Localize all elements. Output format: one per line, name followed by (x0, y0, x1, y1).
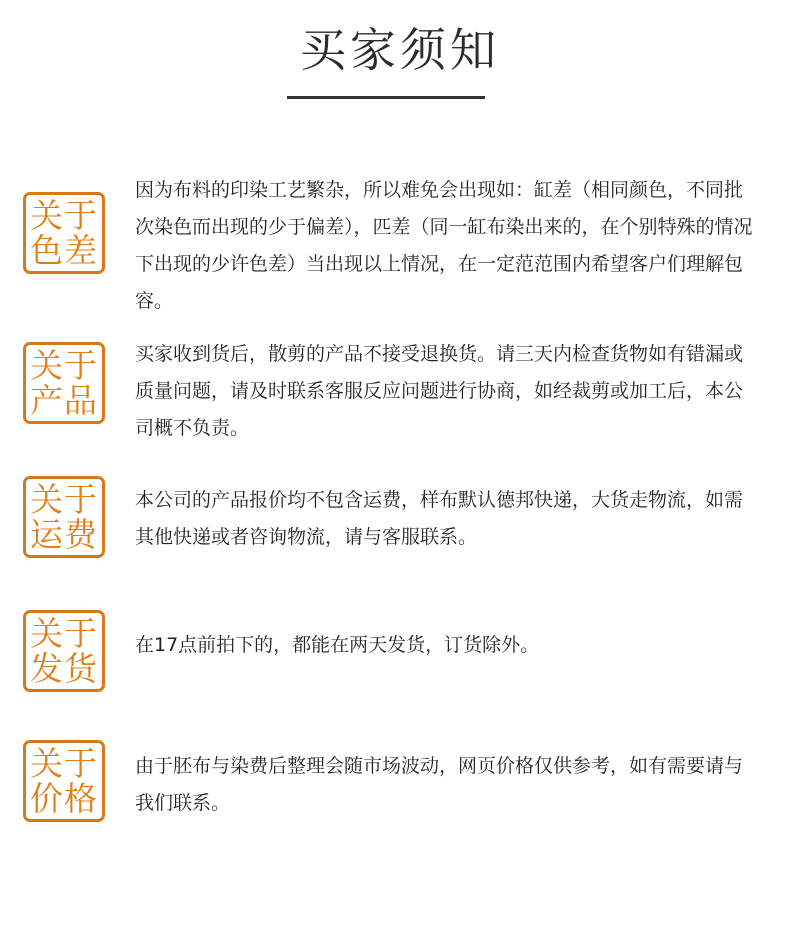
badge-price (23, 740, 105, 822)
notice-text: 本公司的产品报价均不包含运费，样布默认德邦快递，大货走物流，如需其他快递或者咨询物流，请与客服联系。 (135, 489, 744, 548)
badge-label-bottom: 运费 (30, 515, 98, 554)
notice-text: 在17点前拍下的，都能在两天发货，订货除外。 (135, 634, 540, 656)
page-title: 买家须知 (300, 23, 500, 77)
badge-label-top: 关于 (30, 480, 98, 519)
badge-label-top: 关于 (30, 196, 98, 235)
badge-label-bottom: 色差 (30, 231, 98, 270)
badge-label-top: 关于 (30, 614, 98, 653)
badge-label-top: 关于 (30, 744, 98, 783)
badge-label-top: 关于 (30, 346, 98, 385)
badge-label-bottom: 价格 (30, 779, 98, 818)
badge-color-difference (23, 192, 105, 274)
badge-product (23, 342, 105, 424)
badge-label-bottom: 发货 (30, 649, 98, 688)
badge-shipping-cost (23, 476, 105, 558)
title-underline (287, 96, 485, 99)
notice-text: 因为布料的印染工艺繁杂，所以难免会出现如：缸差（相同颜色，不同批次染色而出现的少于偏差），匹差（同一缸布染出来的，在个别特殊的情况下出现的少许色差）当出现以上情况，在一定范范围内希望客户们理解包容。 (135, 179, 753, 312)
notice-text: 由于胚布与染费后整理会随市场波动，网页价格仅供参考，如有需要请与我们联系。 (135, 755, 744, 814)
notice-text: 买家收到货后，散剪的产品不接受退换货。请三天内检查货物如有错漏或质量问题，请及时联系客服反应问题进行协商，如经裁剪或加工后，本公司概不负责。 (135, 343, 744, 439)
badge-dispatch (23, 610, 105, 692)
badge-label-bottom: 产品 (30, 381, 98, 420)
